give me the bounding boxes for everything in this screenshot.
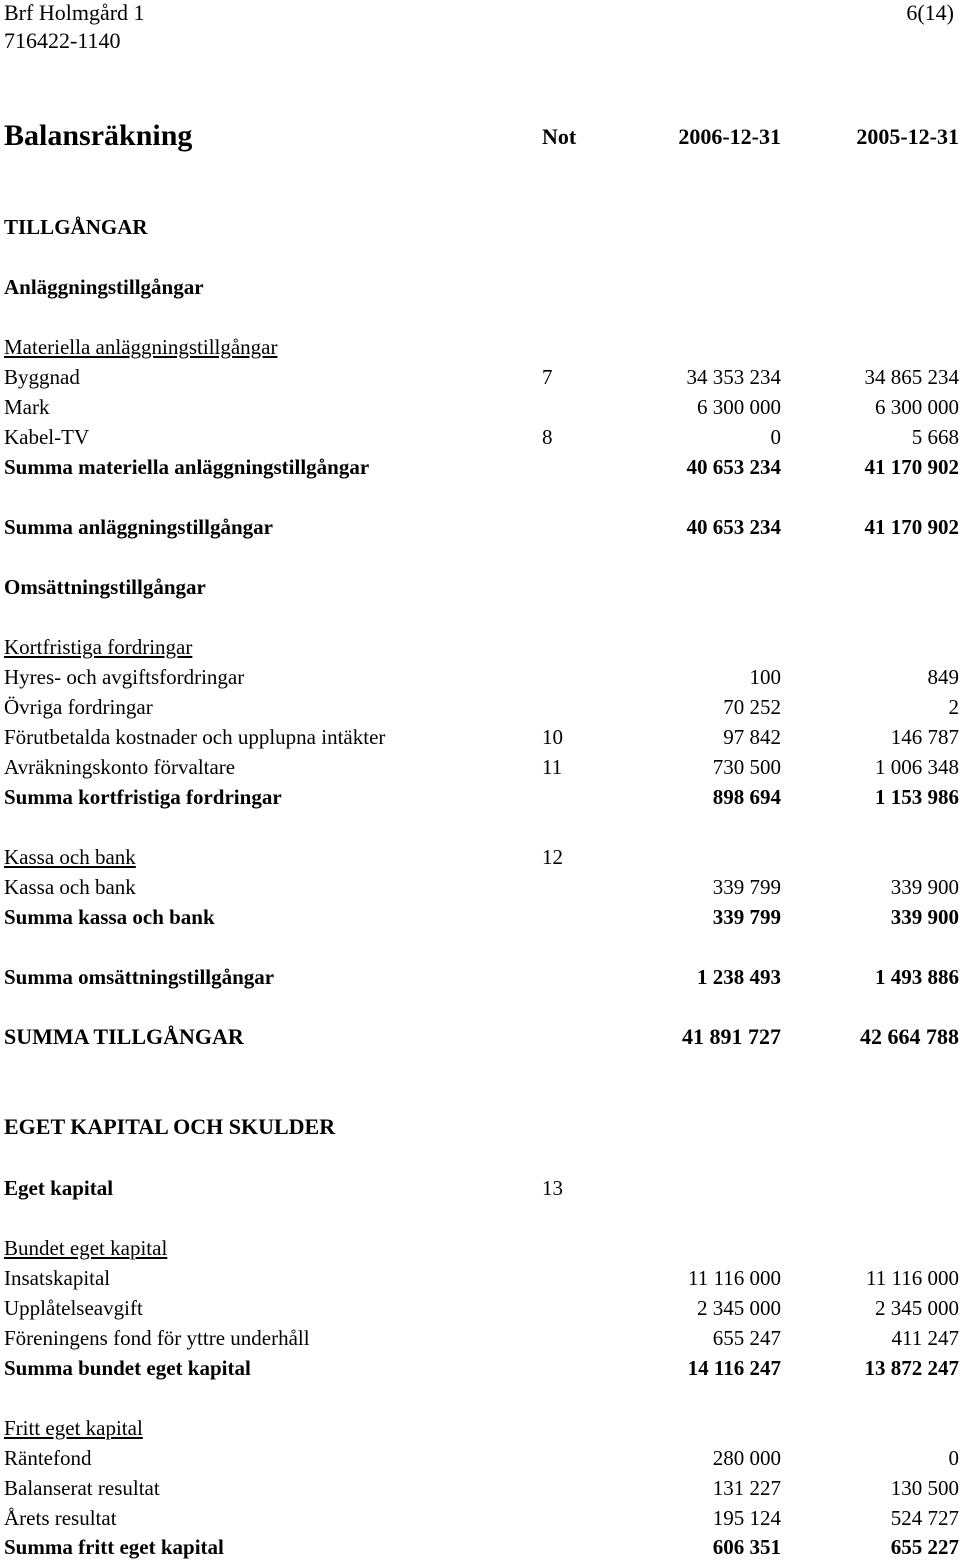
table-row (0, 872, 960, 902)
row-label: Mark (4, 395, 50, 419)
row-label: Eget kapital (4, 1176, 114, 1200)
table-row (0, 1323, 960, 1353)
row-value-2005: 42 664 788 (860, 1024, 959, 1049)
row-label: TILLGÅNGAR (4, 215, 148, 239)
row-label: Summa kortfristiga fordringar (4, 785, 282, 809)
sum-row (0, 1353, 960, 1383)
row-value-2006: 1 238 493 (697, 965, 781, 989)
row-label: Summa bundet eget kapital (4, 1356, 251, 1380)
table-row (0, 1293, 960, 1323)
row-value-2006: 339 799 (712, 905, 781, 929)
row-label: Byggnad (4, 365, 80, 389)
row-label: Summa materiella anläggningstillgångar (4, 455, 370, 479)
row-value-2005: 6 300 000 (875, 395, 959, 419)
subsection-heading (0, 1173, 960, 1203)
row-note: 7 (542, 365, 553, 389)
row-label: Omsättningstillgångar (4, 575, 206, 599)
row-value-2006: 131 227 (712, 1476, 781, 1500)
row-value-2006: 339 799 (712, 875, 781, 899)
row-note: 10 (542, 725, 563, 749)
row-label: Balanserat resultat (4, 1476, 160, 1500)
table-row (0, 1473, 960, 1503)
row-label: Föreningens fond för yttre underhåll (4, 1326, 310, 1350)
row-label: Årets resultat (4, 1506, 117, 1530)
row-value-2005: 411 247 (891, 1326, 959, 1350)
row-label: Fritt eget kapital (4, 1416, 143, 1440)
sum-row (0, 452, 960, 482)
row-value-2005: 1 006 348 (875, 755, 959, 779)
row-value-2005: 41 170 902 (864, 455, 959, 479)
row-value-2006: 11 116 000 (688, 1266, 781, 1290)
row-value-2006: 0 (770, 425, 781, 449)
sum-row (0, 782, 960, 812)
group-heading (0, 842, 960, 872)
group-heading (0, 1413, 960, 1443)
row-value-2006: 97 842 (723, 725, 781, 749)
page-title: Balansräkning (4, 119, 193, 152)
organization-name: Brf Holmgård 1 (4, 0, 145, 25)
row-label: Hyres- och avgiftsfordringar (4, 665, 245, 689)
row-label: Insatskapital (4, 1266, 111, 1290)
row-value-2006: 280 000 (712, 1446, 781, 1470)
row-value-2005: 41 170 902 (864, 515, 959, 539)
row-label: Kabel-TV (4, 425, 90, 449)
subsection-heading (0, 572, 960, 602)
row-value-2005: 655 227 (890, 1535, 959, 1559)
column-header-note: Not (542, 124, 577, 149)
title-row (0, 116, 960, 156)
row-label: Upplåtelseavgift (4, 1296, 143, 1320)
row-value-2005: 2 (948, 695, 959, 719)
sum-row (0, 962, 960, 992)
row-label: EGET KAPITAL OCH SKULDER (4, 1114, 336, 1139)
row-value-2006: 70 252 (723, 695, 781, 719)
row-value-2006: 40 653 234 (686, 515, 781, 539)
row-label: Anläggningstillgångar (4, 275, 204, 299)
column-header-2005: 2005-12-31 (856, 124, 959, 149)
row-value-2006: 195 124 (712, 1506, 781, 1530)
sum-row (0, 1532, 960, 1562)
row-value-2005: 849 (927, 665, 959, 689)
column-header-2006: 2006-12-31 (678, 124, 781, 149)
row-label: Räntefond (4, 1446, 92, 1470)
row-value-2006: 655 247 (712, 1326, 781, 1350)
row-label: Kassa och bank (4, 875, 136, 899)
row-value-2006: 730 500 (712, 755, 781, 779)
row-label: SUMMA TILLGÅNGAR (4, 1024, 244, 1049)
subsection-heading (0, 272, 960, 302)
organization-number: 716422-1140 (4, 28, 121, 53)
table-row (0, 1443, 960, 1473)
row-label: Summa kassa och bank (4, 905, 215, 929)
row-value-2005: 1 493 886 (875, 965, 959, 989)
table-row (0, 362, 960, 392)
row-value-2005: 146 787 (890, 725, 959, 749)
row-label: Kortfristiga fordringar (4, 635, 193, 659)
row-label: Bundet eget kapital (4, 1236, 168, 1260)
row-value-2005: 13 872 247 (864, 1356, 959, 1380)
row-label: Summa anläggningstillgångar (4, 515, 273, 539)
row-value-2006: 6 300 000 (697, 395, 781, 419)
row-label: Avräkningskonto förvaltare (4, 755, 236, 779)
row-note: 11 (542, 755, 563, 779)
row-label: Summa omsättningstillgångar (4, 965, 275, 989)
row-value-2005: 2 345 000 (875, 1296, 959, 1320)
row-label: Materiella anläggningstillgångar (4, 335, 278, 359)
table-row (0, 392, 960, 422)
row-label: Kassa och bank (4, 845, 136, 869)
row-value-2006: 34 353 234 (686, 365, 781, 389)
row-value-2005: 11 116 000 (866, 1266, 959, 1290)
row-note: 13 (542, 1176, 563, 1200)
section-heading (0, 1112, 960, 1142)
row-note: 8 (542, 425, 553, 449)
total-row (0, 1022, 960, 1052)
row-value-2006: 41 891 727 (682, 1024, 781, 1049)
sum-row (0, 902, 960, 932)
row-label: Förutbetalda kostnader och upplupna intäkter (4, 725, 386, 749)
row-label: Övriga fordringar (4, 695, 153, 719)
row-note: 12 (542, 845, 563, 869)
group-heading (0, 332, 960, 362)
row-value-2005: 34 865 234 (864, 365, 959, 389)
row-value-2005: 524 727 (890, 1506, 959, 1530)
page-number: 6(14) (906, 0, 954, 25)
row-value-2006: 2 345 000 (697, 1296, 781, 1320)
row-value-2006: 898 694 (712, 785, 781, 809)
row-value-2005: 339 900 (890, 905, 959, 929)
table-row (0, 422, 960, 452)
sum-row (0, 512, 960, 542)
section-heading (0, 212, 960, 242)
row-value-2006: 14 116 247 (687, 1356, 781, 1380)
table-row (0, 1263, 960, 1293)
table-row (0, 692, 960, 722)
table-row (0, 722, 960, 752)
row-value-2005: 130 500 (890, 1476, 959, 1500)
row-value-2005: 339 900 (890, 875, 959, 899)
row-label: Summa fritt eget kapital (4, 1535, 224, 1559)
row-value-2006: 40 653 234 (686, 455, 781, 479)
group-heading (0, 1233, 960, 1263)
table-row (0, 752, 960, 782)
group-heading (0, 632, 960, 662)
table-row (0, 662, 960, 692)
table-row (0, 1503, 960, 1533)
row-value-2005: 0 (948, 1446, 959, 1470)
row-value-2005: 1 153 986 (875, 785, 959, 809)
row-value-2005: 5 668 (911, 425, 959, 449)
row-value-2006: 606 351 (712, 1535, 781, 1559)
row-value-2006: 100 (749, 665, 781, 689)
